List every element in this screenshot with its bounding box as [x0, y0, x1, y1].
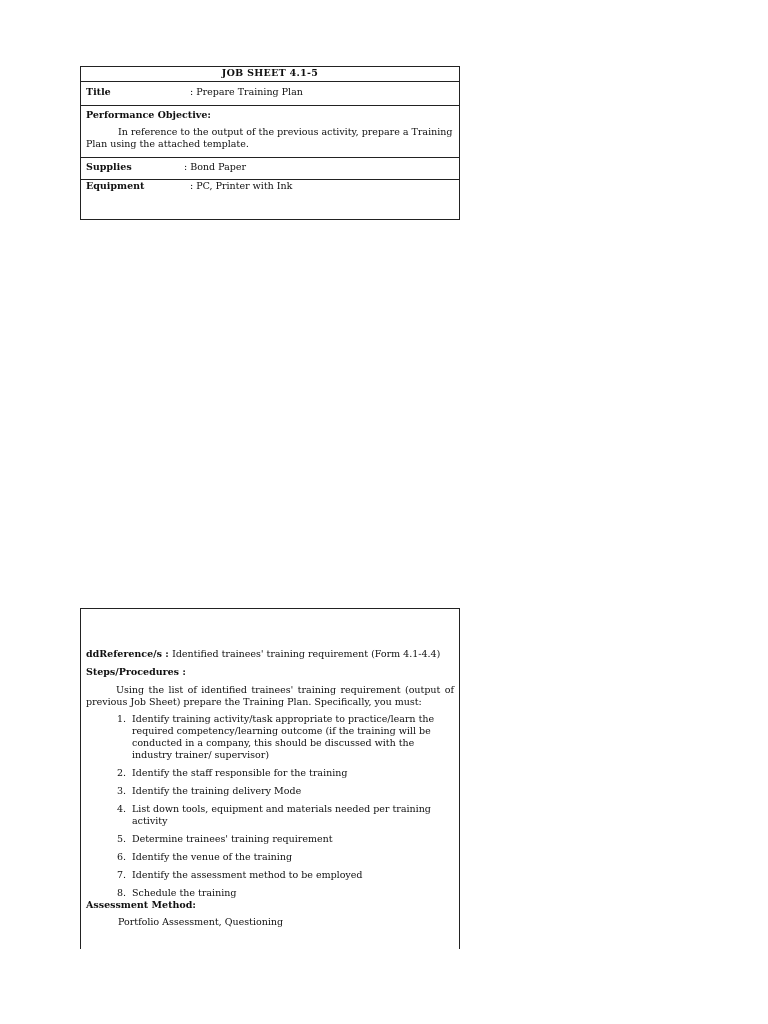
step-number: 2. [117, 768, 127, 779]
job-sheet-table [80, 66, 460, 220]
title-value: : Prepare Training Plan [190, 87, 303, 98]
step-text: List down tools, equipment and materials needed per training activity [132, 804, 431, 827]
step-number: 5. [117, 834, 127, 845]
title-row [81, 82, 459, 106]
step-text: Identify training activity/task appropriate to practice/learn the required competency/learning outcome (if the training will be conducted in a company, this should be discussed with the industry trainer/ supervisor) [132, 714, 435, 761]
supplies-row [81, 158, 459, 180]
list-item [114, 768, 454, 780]
step-number: 6. [117, 852, 127, 863]
list-item [114, 834, 454, 846]
step-text: Identify the assessment method to be employed [132, 870, 363, 881]
reference-label: ddReference/s : [86, 649, 169, 660]
procedures-box [80, 608, 460, 949]
list-item [114, 852, 454, 864]
step-text: Identify the training delivery Mode [132, 786, 302, 797]
objective-row [81, 106, 459, 158]
reference-line [86, 649, 454, 661]
reference-value: Identified trainees' training requirement (Form 4.1-4.4) [172, 649, 441, 660]
step-number: 1. [117, 714, 127, 725]
equipment-label: Equipment [86, 181, 145, 192]
step-number: 4. [117, 804, 127, 815]
list-item [114, 786, 454, 798]
step-number: 3. [117, 786, 127, 797]
step-text: Schedule the training [132, 888, 237, 899]
equipment-row [81, 180, 459, 219]
list-item [114, 804, 454, 828]
steps-list [86, 714, 454, 900]
list-item [114, 714, 454, 762]
objective-text: In reference to the output of the previous activity, prepare a Training Plan using the attached template. [86, 127, 453, 150]
title-label: Title [86, 87, 111, 98]
supplies-value: : Bond Paper [184, 162, 247, 173]
equipment-value: : PC, Printer with Ink [190, 181, 293, 192]
list-item [114, 870, 454, 882]
steps-intro: Using the list of identified trainees' training requirement (output of previous Job Sheet) prepare the Training Plan. Specifically, you must: [86, 685, 454, 708]
step-number: 7. [117, 870, 127, 881]
supplies-label: Supplies [86, 162, 132, 173]
step-text: Identify the venue of the training [132, 852, 293, 863]
step-text: Identify the staff responsible for the training [132, 768, 348, 779]
steps-label: Steps/Procedures : [86, 667, 186, 678]
job-sheet-header: JOB SHEET 4.1-5 [81, 67, 459, 82]
assessment-value: Portfolio Assessment, Questioning [118, 917, 284, 928]
list-item [114, 888, 454, 900]
step-number: 8. [117, 888, 127, 899]
objective-label: Performance Objective: [86, 110, 211, 121]
assessment-label: Assessment Method: [86, 900, 196, 911]
step-text: Determine trainees' training requirement [132, 834, 333, 845]
